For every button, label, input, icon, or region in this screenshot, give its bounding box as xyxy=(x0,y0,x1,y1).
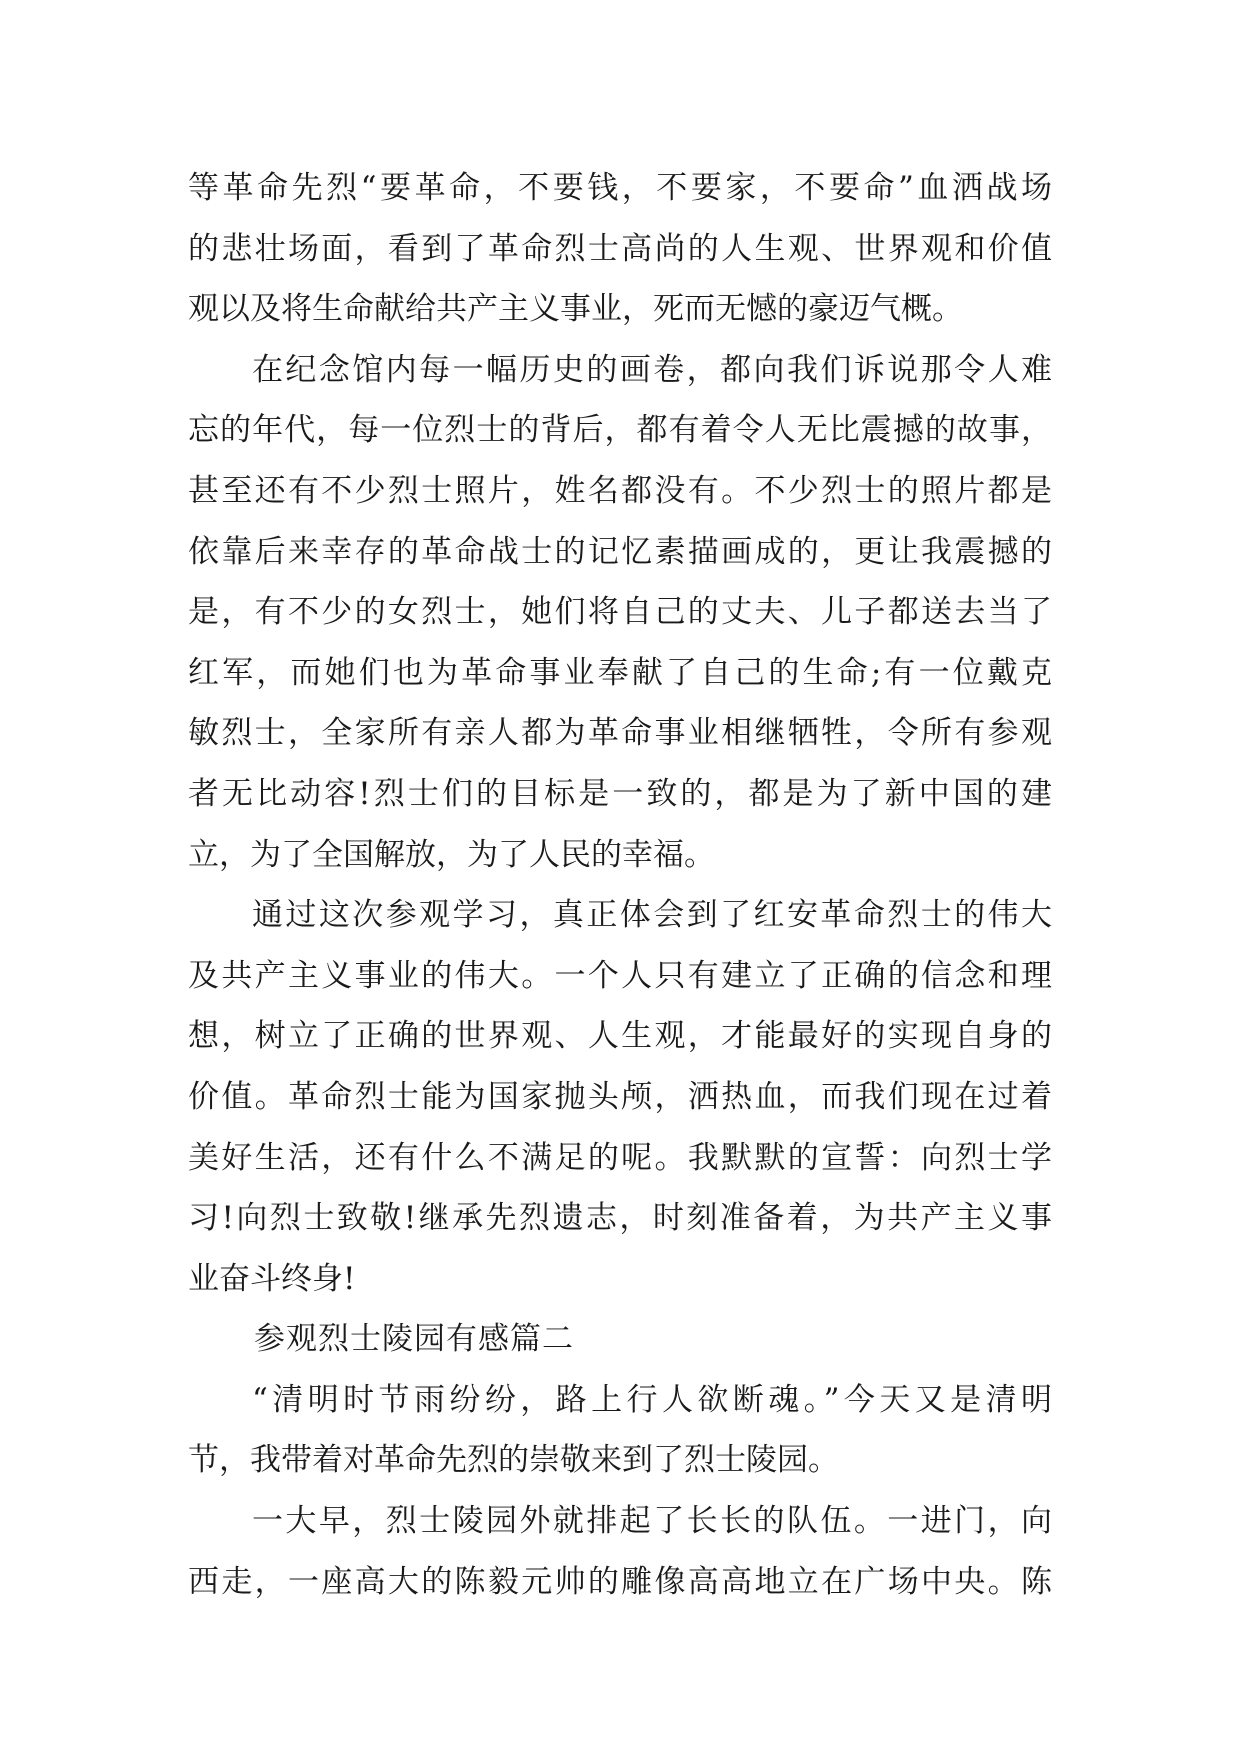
text-line: 甚至还有不少烈士照片，姓名都没有。不少烈士的照片都是 xyxy=(188,472,1052,509)
text-line: 的悲壮场面，看到了革命烈士高尚的人生观、世界观和价值 xyxy=(188,230,1052,267)
text-line: 立，为了全国解放，为了人民的幸福。 xyxy=(188,836,715,873)
text-line: 美好生活，还有什么不满足的呢。我默默的宣誓：向烈士学 xyxy=(188,1139,1052,1176)
text-line: 及共产主义事业的伟大。一个人只有建立了正确的信念和理 xyxy=(188,957,1052,994)
paragraph-first-line: 在纪念馆内每一幅历史的画卷，都向我们诉说那令人难 xyxy=(252,351,1052,388)
text-line: 西走，一座高大的陈毅元帅的雕像高高地立在广场中央。陈 xyxy=(188,1563,1052,1600)
paragraph-first-line: “清明时节雨纷纷，路上行人欲断魂。”今天又是清明 xyxy=(252,1381,1052,1418)
text-line: 敏烈士，全家所有亲人都为革命事业相继牺牲，令所有参观 xyxy=(188,715,1052,752)
section-heading: 参观烈士陵园有感篇二 xyxy=(254,1321,574,1358)
text-line: 观以及将生命献给共产主义事业，死而无憾的豪迈气概。 xyxy=(188,291,963,328)
text-line: 红军，而她们也为革命事业奉献了自己的生命;有一位戴克 xyxy=(188,654,1052,691)
text-line: 者无比动容!烈士们的目标是一致的，都是为了新中国的建 xyxy=(188,775,1052,812)
text-line: 节，我带着对革命先烈的崇敬来到了烈士陵园。 xyxy=(188,1442,839,1479)
text-line: 是，有不少的女烈士，她们将自己的丈夫、儿子都送去当了 xyxy=(188,594,1052,631)
text-line: 业奋斗终身! xyxy=(188,1260,356,1297)
text-line: 想，树立了正确的世界观、人生观，才能最好的实现自身的 xyxy=(188,1018,1052,1055)
text-line: 习!向烈士致敬!继承先烈遗志，时刻准备着，为共产主义事 xyxy=(188,1200,1052,1237)
text-line: 忘的年代，每一位烈士的背后，都有着令人无比震撼的故事， xyxy=(188,412,1052,449)
paragraph-first-line: 一大早，烈士陵园外就排起了长长的队伍。一进门，向 xyxy=(252,1503,1052,1540)
text-line: 等革命先烈“要革命，不要钱，不要家，不要命”血洒战场 xyxy=(188,170,1052,206)
document-body xyxy=(188,158,1052,1612)
text-line: 价值。革命烈士能为国家抛头颅，洒热血，而我们现在过着 xyxy=(188,1078,1052,1115)
paragraph-first-line: 通过这次参观学习，真正体会到了红安革命烈士的伟大 xyxy=(252,897,1052,934)
text-line: 依靠后来幸存的革命战士的记忆素描画成的，更让我震撼的 xyxy=(188,533,1052,570)
